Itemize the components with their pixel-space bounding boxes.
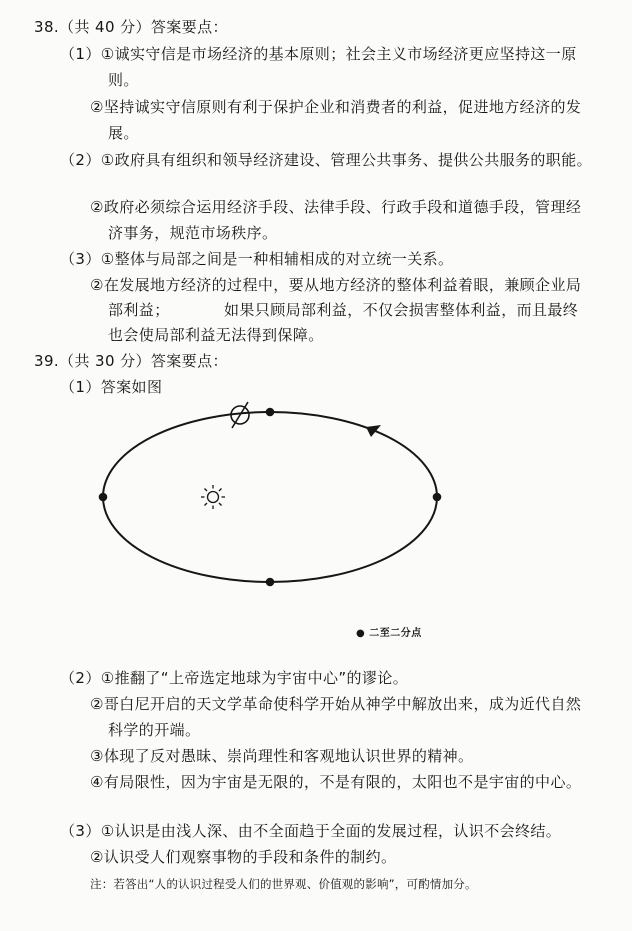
solstice-equinox-point-top [266, 408, 275, 417]
q38-part3-line4: 也会使局部利益无法得到保障。 [108, 326, 324, 344]
q39-header: 39.（共 30 分）答案要点： [34, 352, 228, 370]
q38-header: 38.（共 40 分）答案要点： [34, 18, 228, 36]
q38-part2-line3: 济事务，规范市场秩序。 [108, 224, 278, 242]
q39-part2-line2: ②哥白尼开启的天文学革命使科学开始从神学中解放出来，成为近代自然 [90, 695, 582, 713]
q38-part1-line3: ②坚持诚实守信原则有利于保护企业和消费者的利益，促进地方经济的发 [90, 98, 582, 116]
q39-part3-line1: （3）①认识是由浅人深、由不全面趋于全面的发展过程，认识不会终结。 [60, 822, 562, 840]
q39-part2-line1: （2）①推翻了“上帝选定地球为宇宙中心”的谬论。 [60, 669, 409, 687]
q39-part2-line5: ④有局限性，因为宇宙是无限的，不是有限的，太阳也不是宇宙的中心。 [90, 773, 582, 791]
diagram-legend: ● 二至二分点 [356, 628, 422, 639]
q38-part3-line3b: 如果只顾局部利益，不仅会损害整体利益，而且最终 [224, 301, 579, 319]
orbit-direction-arrow [366, 425, 381, 437]
q38-part1-line4: 展。 [108, 124, 139, 142]
q39-part2-line4: ③体现了反对愚昧、崇尚理性和客观地认识世界的精神。 [90, 747, 474, 765]
q39-part2-line3: 科学的开端。 [108, 721, 201, 739]
q38-part2-line2: ②政府必须综合运用经济手段、法律手段、行政手段和道德手段，管理经 [90, 198, 582, 216]
q38-part3-line2: ②在发展地方经济的过程中，要从地方经济的整体利益着眼，兼顾企业局 [90, 276, 582, 294]
q38-part3-line1: （3）①整体与局部之间是一种相辅相成的对立统一关系。 [60, 250, 454, 268]
sun-icon [201, 485, 225, 509]
q38-part1-line1: （1）①诚实守信是市场经济的基本原则；社会主义市场经济更应坚持这一原 [60, 45, 577, 63]
q39-part3-line2: ②认识受人们观察事物的手段和条件的制约。 [90, 848, 397, 866]
q38-part3-line3a: 部利益； [108, 301, 170, 319]
solstice-equinox-point-left [99, 493, 108, 502]
earth-orbit [103, 412, 437, 582]
solstice-equinox-point-bottom [266, 578, 275, 587]
q38-part1-line2: 则。 [108, 71, 139, 89]
q38-part2-line1: （2）①政府具有组织和领导经济建设、管理公共事务、提供公共服务的职能。 [60, 151, 592, 169]
q39-note: 注：若答出“人的认识过程受人们的世界观、价值观的影响”，可酌情加分。 [90, 877, 477, 891]
q39-part1: （1）答案如图 [60, 378, 163, 396]
solstice-equinox-point-right [433, 493, 442, 502]
